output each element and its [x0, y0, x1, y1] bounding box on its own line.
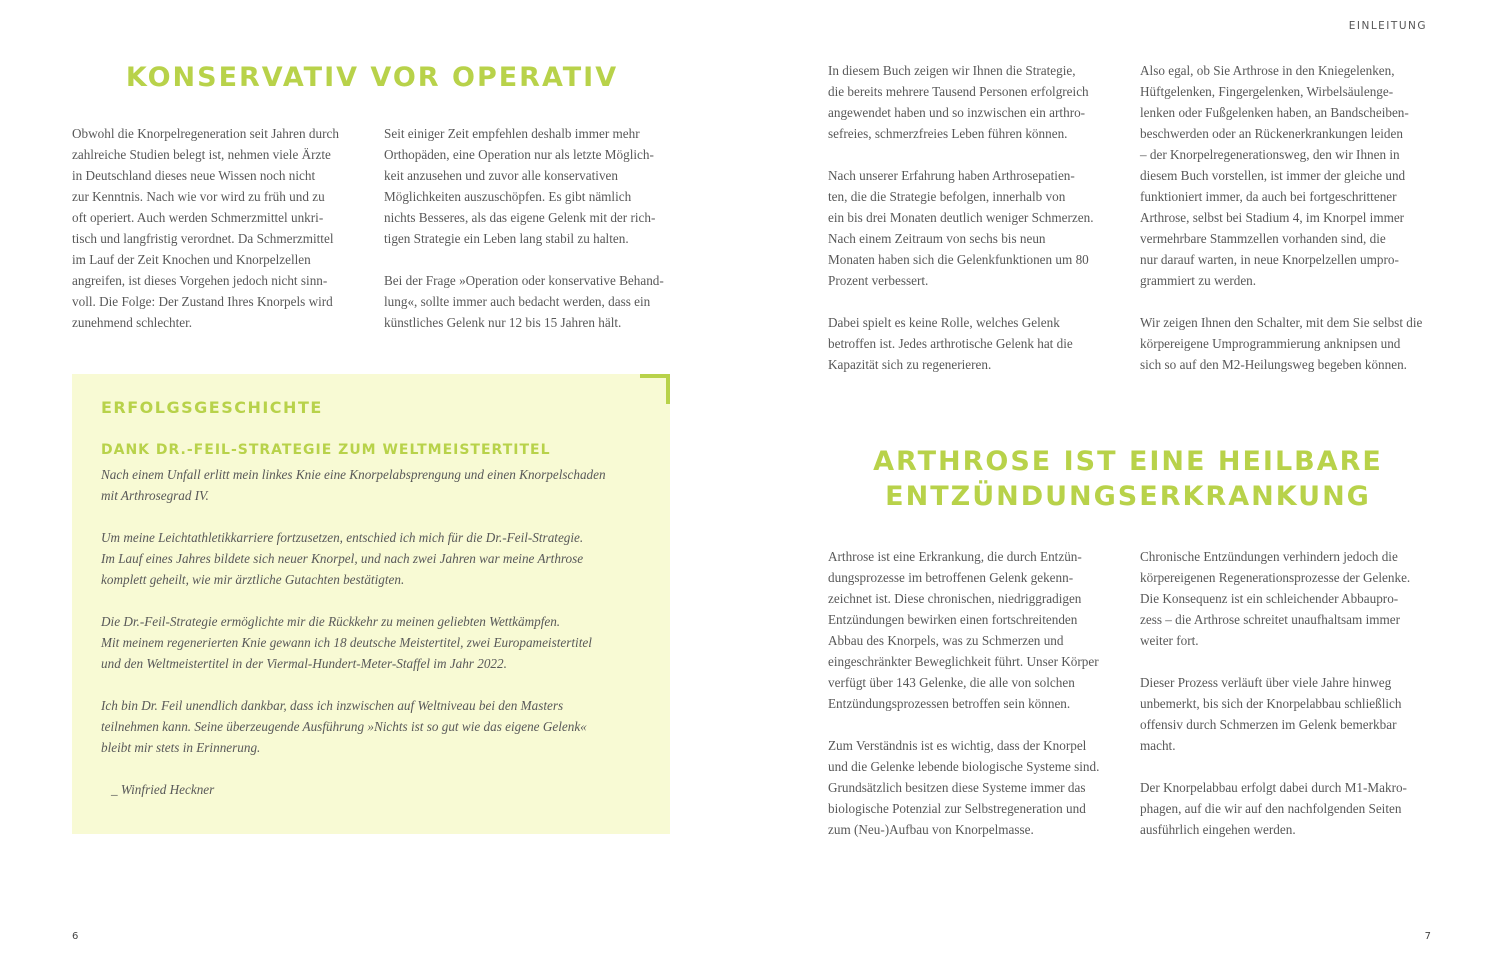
- text-line: Obwohl die Knorpelregeneration seit Jahren durch: [72, 126, 339, 141]
- text-line: Ich bin Dr. Feil unendlich dankbar, dass ich inzwischen auf Weltniveau bei den Masters: [101, 698, 564, 713]
- text-line: Möglichkeiten auszuschöpfen. Es gibt nämlich: [384, 189, 632, 204]
- story-author: _ Winfried Heckner: [111, 782, 215, 797]
- text-line: in Deutschland dieses neue Wissen noch nicht: [72, 168, 316, 183]
- story-paragraph: [101, 464, 661, 506]
- text-line: voll. Die Folge: Der Zustand Ihres Knorpels wird: [72, 294, 333, 309]
- text-line: Abbau des Knorpels, was zu Schmerzen und: [828, 633, 1064, 648]
- text-line: künstliches Gelenk nur 12 bis 15 Jahren hält.: [384, 315, 622, 330]
- story-label: ERFOLGSGESCHICHTE: [101, 398, 323, 417]
- text-line: körpereigene Umprogrammierung anknipsen und: [1140, 336, 1401, 351]
- right-page-heading: [828, 444, 1428, 514]
- text-line: ten, die die Strategie befolgen, innerhalb von: [828, 189, 1066, 204]
- text-line: lenken oder Fußgelenken haben, an Bandscheiben-: [1140, 105, 1409, 120]
- text-line: Chronische Entzündungen verhindern jedoch die: [1140, 549, 1398, 564]
- text-line: funktioniert immer, da auch bei fortgeschrittener: [1140, 189, 1397, 204]
- paragraph: [1140, 777, 1432, 840]
- text-line: zur Kenntnis. Nach wie vor wird zu früh und zu: [72, 189, 325, 204]
- text-line: Entzündungen bewirken einen fortschreitenden: [828, 612, 1078, 627]
- text-line: zum (Neu-)Aufbau von Knorpelmasse.: [828, 822, 1034, 837]
- paragraph: [1140, 312, 1432, 375]
- right-column-3: [828, 546, 1120, 840]
- paragraph: [1140, 546, 1432, 651]
- text-line: Kapazität sich zu regenerieren.: [828, 357, 992, 372]
- text-line: weiter fort.: [1140, 633, 1199, 648]
- paragraph: [384, 123, 676, 249]
- story-title: DANK DR.-FEIL-STRATEGIE ZUM WELTMEISTERTITEL: [101, 442, 551, 458]
- text-line: Zum Verständnis ist es wichtig, dass der Knorpel: [828, 738, 1087, 753]
- text-line: körpereigenen Regenerationsprozesse der Gelenke.: [1140, 570, 1411, 585]
- text-line: die bereits mehrere Tausend Personen erfolgreich: [828, 84, 1089, 99]
- text-line: Hüftgelenken, Fingergelenken, Wirbelsäulenge-: [1140, 84, 1394, 99]
- left-column-2: [384, 123, 676, 333]
- text-line: teilnehmen kann. Seine überzeugende Ausführung »Nichts ist so gut wie das eigene Gelenk«: [101, 719, 587, 734]
- paragraph: [828, 546, 1120, 714]
- text-line: Orthopäden, eine Operation nur als letzte Möglich-: [384, 147, 654, 162]
- text-line: verfügt über 143 Gelenke, die alle von solchen: [828, 675, 1075, 690]
- text-line: nichts Besseres, als das eigene Gelenk mit der rich-: [384, 210, 656, 225]
- page-number-right: 7: [1424, 931, 1431, 942]
- right-column-1: [828, 60, 1120, 375]
- text-line: oft operiert. Auch werden Schmerzmittel unkri-: [72, 210, 324, 225]
- text-line: und die Gelenke lebende biologische Systeme sind.: [828, 759, 1100, 774]
- text-line: macht.: [1140, 738, 1176, 753]
- text-line: Monaten haben sich die Gelenkfunktionen um 80: [828, 252, 1089, 267]
- page-number-left: 6: [72, 931, 79, 942]
- paragraph: [1140, 672, 1432, 756]
- paragraph: [72, 123, 364, 333]
- heading-line-1: ARTHROSE IST EINE HEILBARE: [873, 446, 1383, 477]
- text-line: bleibt mir stets in Erinnerung.: [101, 740, 261, 755]
- text-line: phagen, auf die wir auf den nachfolgenden Seiten: [1140, 801, 1402, 816]
- text-line: sich so auf den M2-Heilungsweg begeben können.: [1140, 357, 1407, 372]
- text-line: offensiv durch Schmerzen im Gelenk bemerkbar: [1140, 717, 1397, 732]
- text-line: komplett geheilt, wie mir ärztliche Gutachten bestätigten.: [101, 572, 405, 587]
- paragraph: [384, 270, 676, 333]
- text-line: Nach einem Zeitraum von sechs bis neun: [828, 231, 1046, 246]
- story-paragraph: [101, 527, 661, 590]
- text-line: eingeschränkter Beweglichkeit führt. Unser Körper: [828, 654, 1099, 669]
- heading-line-2: ENTZÜNDUNGSERKRANKUNG: [885, 481, 1371, 512]
- text-line: mit Arthrosegrad IV.: [101, 488, 209, 503]
- text-line: Seit einiger Zeit empfehlen deshalb immer mehr: [384, 126, 640, 141]
- text-line: Also egal, ob Sie Arthrose in den Kniegelenken,: [1140, 63, 1395, 78]
- text-line: – der Knorpelregenerationsweg, den wir Ihnen in: [1140, 147, 1400, 162]
- text-line: Bei der Frage »Operation oder konservative Behand-: [384, 273, 664, 288]
- text-line: im Lauf der Zeit Knochen und Knorpelzellen: [72, 252, 311, 267]
- left-column-1: [72, 123, 364, 333]
- story-body: [101, 464, 661, 821]
- text-line: Im Lauf eines Jahres bildete sich neuer Knorpel, und nach zwei Jahren war meine Arthrose: [101, 551, 584, 566]
- text-line: dungsprozesse im betroffenen Gelenk gekenn-: [828, 570, 1074, 585]
- text-line: Nach einem Unfall erlitt mein linkes Knie eine Knorpelabsprengung und einen Knorpelschaden: [101, 467, 606, 482]
- text-line: zess – die Arthrose schreitet unaufhaltsam immer: [1140, 612, 1401, 627]
- text-line: ein bis drei Monaten deutlich weniger Schmerzen.: [828, 210, 1094, 225]
- right-column-2: [1140, 60, 1432, 375]
- text-line: und den Weltmeistertitel in der Viermal-Hundert-Meter-Staffel im Jahr 2022.: [101, 656, 507, 671]
- paragraph: [828, 735, 1120, 840]
- text-line: lung«, sollte immer auch bedacht werden, dass ein: [384, 294, 651, 309]
- text-line: diesem Buch vorstellen, ist immer der gleiche und: [1140, 168, 1406, 183]
- left-page-heading: KONSERVATIV VOR OPERATIV: [125, 62, 619, 93]
- story-paragraph: [101, 695, 661, 758]
- paragraph: [1140, 60, 1432, 291]
- paragraph: [828, 312, 1120, 375]
- paragraph: [828, 165, 1120, 291]
- running-head: EINLEITUNG: [1348, 20, 1427, 32]
- text-line: Dabei spielt es keine Rolle, welches Gelenk: [828, 315, 1060, 330]
- text-line: keit anzusehen und zuvor alle konservativen: [384, 168, 618, 183]
- text-line: tigen Strategie ein Leben lang stabil zu halten.: [384, 231, 629, 246]
- text-line: nur darauf warten, in neue Knorpelzellen umpro-: [1140, 252, 1399, 267]
- text-line: Arthrose ist eine Erkrankung, die durch Entzün-: [828, 549, 1082, 564]
- right-page: [750, 0, 1499, 980]
- text-line: vermehrbare Stammzellen vorhanden sind, die: [1140, 231, 1386, 246]
- text-line: Prozent verbessert.: [828, 273, 929, 288]
- text-line: angewendet haben und so inzwischen ein arthro-: [828, 105, 1086, 120]
- text-line: Grundsätzlich besitzen diese Systeme immer das: [828, 780, 1086, 795]
- text-line: Mit meinem regenerierten Knie gewann ich 18 deutsche Meistertitel, zwei Europameistertitel: [101, 635, 592, 650]
- text-line: Nach unserer Erfahrung haben Arthrosepatien-: [828, 168, 1075, 183]
- text-line: Entzündungsprozessen betroffen sein können.: [828, 696, 1071, 711]
- text-line: beschwerden oder an Rückenerkrankungen leiden: [1140, 126, 1403, 141]
- text-line: Die Dr.-Feil-Strategie ermöglichte mir die Rückkehr zu meinen geliebten Wettkämpfen.: [101, 614, 561, 629]
- text-line: angreifen, ist dieses Vorgehen jedoch nicht sinn-: [72, 273, 328, 288]
- text-line: Arthrose, selbst bei Stadium 4, im Knorpel immer: [1140, 210, 1405, 225]
- text-line: Der Knorpelabbau erfolgt dabei durch M1-Makro-: [1140, 780, 1407, 795]
- paragraph: [828, 60, 1120, 144]
- text-line: Wir zeigen Ihnen den Schalter, mit dem Sie selbst die: [1140, 315, 1423, 330]
- text-line: biologische Potenzial zur Selbstregeneration und: [828, 801, 1086, 816]
- success-story-box: [72, 374, 670, 834]
- text-line: sefreies, schmerzfreies Leben führen können.: [828, 126, 1068, 141]
- text-line: zunehmend schlechter.: [72, 315, 193, 330]
- text-line: ausführlich eingehen werden.: [1140, 822, 1296, 837]
- text-line: betroffen ist. Jedes arthrotische Gelenk hat die: [828, 336, 1073, 351]
- text-line: zahlreiche Studien belegt ist, nehmen viele Ärzte: [72, 147, 331, 162]
- story-paragraph: [101, 611, 661, 674]
- text-line: Um meine Leichtathletikkarriere fortzusetzen, entschied ich mich für die Dr.-Feil-Strategie.: [101, 530, 584, 545]
- text-line: Dieser Prozess verläuft über viele Jahre hinweg: [1140, 675, 1392, 690]
- text-line: grammiert zu werden.: [1140, 273, 1257, 288]
- text-line: tisch und langfristig verordnet. Da Schmerzmittel: [72, 231, 334, 246]
- right-column-4: [1140, 546, 1432, 840]
- text-line: In diesem Buch zeigen wir Ihnen die Strategie,: [828, 63, 1076, 78]
- text-line: Die Konsequenz ist ein schleichender Abbaupro-: [1140, 591, 1399, 606]
- corner-bracket-decoration: [640, 374, 670, 404]
- text-line: unbemerkt, bis sich der Knorpelabbau schließlich: [1140, 696, 1402, 711]
- text-line: zeichnet ist. Diese chronischen, niedriggradigen: [828, 591, 1082, 606]
